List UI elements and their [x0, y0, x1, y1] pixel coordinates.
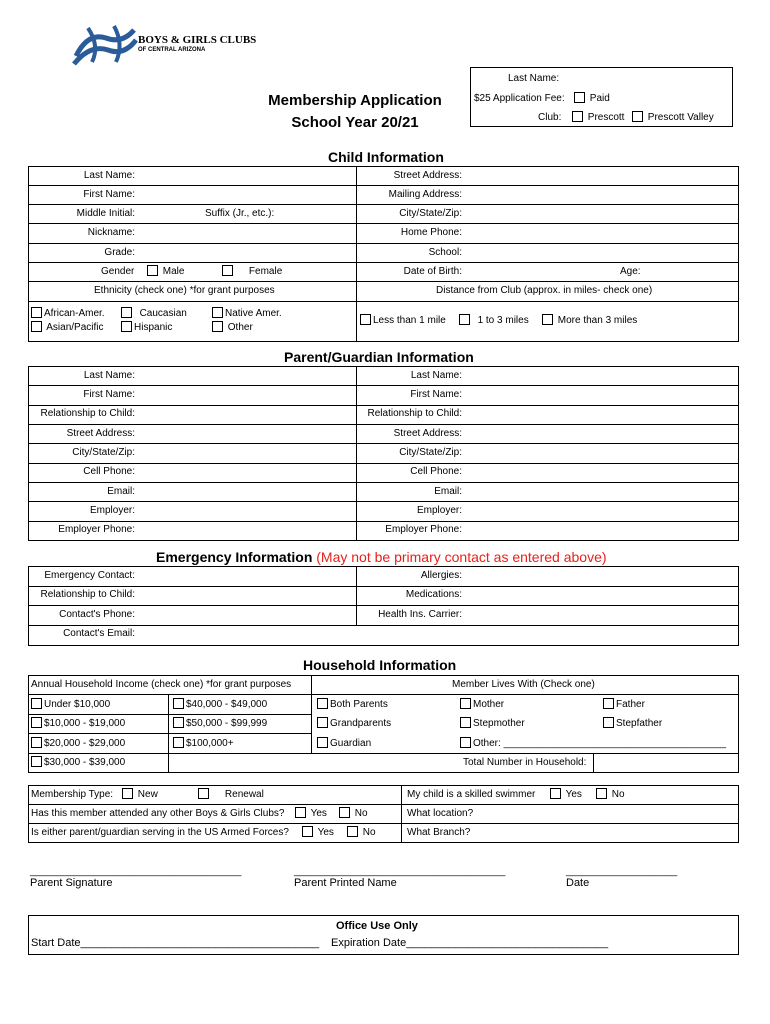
child-suffix-label: Suffix (Jr., etc.):	[205, 208, 275, 219]
parent1-last-name-label: Last Name:	[83, 370, 135, 381]
membership-new[interactable]: New	[122, 788, 158, 800]
female-label: Female	[248, 266, 283, 277]
parent2-relationship-label: Relationship to Child:	[367, 408, 462, 419]
ethnicity-hispanic[interactable]: Hispanic	[121, 321, 172, 333]
lives-guardian[interactable]: Guardian	[317, 737, 371, 749]
income-40-49k-checkbox[interactable]	[173, 698, 184, 709]
parent2-cell-label: Cell Phone:	[410, 466, 462, 477]
club-label: Club:	[538, 112, 562, 123]
female-checkbox[interactable]	[222, 265, 233, 276]
grandparents-checkbox[interactable]	[317, 717, 328, 728]
male-checkbox[interactable]	[147, 265, 158, 276]
parent-signature-line[interactable]: ______________________________________	[30, 866, 242, 877]
armed-no[interactable]: No	[347, 826, 376, 838]
attended-no-checkbox[interactable]	[339, 807, 350, 818]
more-than-3-miles-checkbox[interactable]	[542, 314, 553, 325]
total-household-label: Total Number in Household:	[463, 757, 587, 768]
child-first-name-label: First Name:	[83, 189, 135, 200]
lives-grandparents[interactable]: Grandparents	[317, 717, 391, 729]
ethnicity-caucasian[interactable]: Caucasian	[121, 307, 187, 319]
income-100k-plus-checkbox[interactable]	[173, 737, 184, 748]
less-than-1-mile-checkbox[interactable]	[360, 314, 371, 325]
form-title	[250, 90, 460, 134]
parent1-relationship-label: Relationship to Child:	[40, 408, 135, 419]
swimmer-question: My child is a skilled swimmer	[407, 789, 536, 800]
income-30-39k-checkbox[interactable]	[31, 756, 42, 767]
male-option[interactable]	[147, 265, 184, 277]
swimmer-no[interactable]: No	[596, 788, 625, 800]
office-use-heading: Office Use Only	[336, 920, 418, 932]
child-street-address-label: Street Address:	[393, 170, 462, 181]
attended-no[interactable]: No	[339, 807, 368, 819]
prescott-checkbox[interactable]	[572, 111, 583, 122]
title-line1: Membership Application	[268, 92, 442, 109]
prescott-valley-checkbox[interactable]	[632, 111, 643, 122]
renewal-checkbox[interactable]	[198, 788, 209, 799]
logo-line1: BOYS & GIRLS CLUBS	[138, 34, 257, 46]
ethnicity-label: Ethnicity (check one) *for grant purposes	[94, 285, 275, 296]
child-home-phone-label: Home Phone:	[400, 227, 462, 238]
health-carrier-label: Health Ins. Carrier:	[378, 609, 462, 620]
armed-forces-question: Is either parent/guardian serving in the US Armed Forces?	[31, 827, 289, 838]
income-10-19k[interactable]: $10,000 - $19,000	[31, 717, 125, 729]
fee-label: $25 Application Fee:	[474, 93, 565, 104]
parent2-employer-phone-label: Employer Phone:	[385, 524, 462, 535]
gender-label: Gender	[101, 266, 135, 277]
parent1-employer-label: Employer:	[89, 505, 135, 516]
medications-label: Medications:	[405, 589, 462, 600]
parent2-employer-label: Employer:	[416, 505, 462, 516]
parent2-street-label: Street Address:	[393, 428, 462, 439]
income-100k-plus[interactable]: $100,000+	[173, 737, 234, 749]
income-40-49k[interactable]: $40,000 - $49,000	[173, 698, 267, 710]
attended-yes[interactable]: Yes	[295, 807, 327, 819]
paid-checkbox[interactable]	[574, 92, 585, 103]
mother-checkbox[interactable]	[460, 698, 471, 709]
new-checkbox[interactable]	[122, 788, 133, 799]
parent1-cell-label: Cell Phone:	[83, 466, 135, 477]
female-option[interactable]	[222, 265, 282, 277]
emergency-heading-note: (May not be primary contact as entered above)	[316, 549, 607, 565]
distance-less-than-1[interactable]: Less than 1 mile	[360, 314, 446, 326]
parent-info-heading: Parent/Guardian Information	[284, 349, 474, 365]
title-line2: School Year 20/21	[291, 114, 419, 131]
income-10-19k-checkbox[interactable]	[31, 717, 42, 728]
parent-printed-name-line[interactable]: ______________________________________	[294, 866, 506, 877]
parent1-city-label: City/State/Zip:	[72, 447, 135, 458]
hispanic-checkbox[interactable]	[121, 321, 132, 332]
income-50-99k-checkbox[interactable]	[173, 717, 184, 728]
parent2-email-label: Email:	[434, 486, 462, 497]
lives-father[interactable]: Father	[603, 698, 645, 710]
child-school-label: School:	[428, 247, 462, 258]
swimmer-yes[interactable]: Yes	[550, 788, 582, 800]
lives-stepmother[interactable]: Stepmother	[460, 717, 525, 729]
income-under-10k-checkbox[interactable]	[31, 698, 42, 709]
stepfather-checkbox[interactable]	[603, 717, 614, 728]
income-20-29k[interactable]: $20,000 - $29,000	[31, 737, 125, 749]
caucasian-checkbox[interactable]	[121, 307, 132, 318]
child-grade-label: Grade:	[104, 247, 135, 258]
child-divider	[356, 166, 357, 342]
armed-yes-checkbox[interactable]	[302, 826, 313, 837]
income-30-39k[interactable]: $30,000 - $39,000	[31, 756, 125, 768]
child-mailing-address-label: Mailing Address:	[388, 189, 462, 200]
household-heading: Household Information	[303, 657, 457, 673]
parent2-last-name-label: Last Name:	[410, 370, 462, 381]
parent1-employer-phone-label: Employer Phone:	[58, 524, 135, 535]
lives-with-header: Member Lives With (Check one)	[452, 679, 595, 690]
membership-renewal[interactable]: Renewal	[198, 788, 264, 800]
father-checkbox[interactable]	[603, 698, 614, 709]
parent1-street-label: Street Address:	[66, 428, 135, 439]
african-american-checkbox[interactable]	[31, 307, 42, 318]
start-date-field[interactable]: Start Date_______________________________________	[31, 937, 320, 949]
prescott-valley-option[interactable]	[632, 111, 714, 123]
lives-mother[interactable]: Mother	[460, 698, 504, 710]
armed-no-checkbox[interactable]	[347, 826, 358, 837]
lives-other[interactable]: Other: ________________________________________	[460, 737, 726, 749]
date-label: Date	[566, 877, 590, 889]
child-city-state-zip-label: City/State/Zip:	[399, 208, 462, 219]
distance-more-than-3[interactable]: More than 3 miles	[542, 314, 637, 326]
membership-type-label: Membership Type:	[31, 789, 114, 800]
child-dob-label: Date of Birth:	[403, 266, 462, 277]
prescott-option[interactable]	[572, 111, 624, 123]
emergency-phone-label: Contact's Phone:	[59, 609, 135, 620]
emergency-relationship-label: Relationship to Child:	[40, 589, 135, 600]
ethnicity-other[interactable]: Other	[212, 321, 253, 333]
other-living-checkbox[interactable]	[460, 737, 471, 748]
guardian-checkbox[interactable]	[317, 737, 328, 748]
ethnicity-native-american[interactable]: Native Amer.	[212, 307, 282, 319]
attended-yes-checkbox[interactable]	[295, 807, 306, 818]
paid-option[interactable]	[574, 92, 610, 104]
parent-printed-name-label: Parent Printed Name	[294, 877, 397, 889]
emergency-contact-label: Emergency Contact:	[44, 570, 135, 581]
emergency-heading-title: Emergency Information	[156, 549, 313, 565]
branch-question: What Branch?	[407, 827, 471, 838]
emergency-heading	[156, 549, 607, 565]
income-20-29k-checkbox[interactable]	[31, 737, 42, 748]
top-last-name-label: Last Name:	[508, 73, 560, 84]
logo	[70, 22, 260, 66]
income-under-10k[interactable]: Under $10,000	[31, 698, 110, 710]
swimmer-no-checkbox[interactable]	[596, 788, 607, 799]
ethnicity-asian-pacific[interactable]: Asian/Pacific	[31, 321, 103, 333]
child-middle-initial-label: Middle Initial:	[76, 208, 135, 219]
parent1-email-label: Email:	[107, 486, 135, 497]
child-last-name-label: Last Name:	[83, 170, 135, 181]
lives-both-parents[interactable]: Both Parents	[317, 698, 388, 710]
parent2-first-name-label: First Name:	[410, 389, 462, 400]
asian-pacific-checkbox[interactable]	[31, 321, 42, 332]
other-ethnicity-checkbox[interactable]	[212, 321, 223, 332]
expiration-date-field[interactable]: Expiration Date_________________________________	[331, 937, 609, 949]
parent-signature-label: Parent Signature	[30, 877, 113, 889]
distance-label: Distance from Club (approx. in miles- check one)	[436, 285, 653, 296]
income-header: Annual Household Income (check one) *for grant purposes	[31, 679, 292, 690]
ethnicity-african-american[interactable]: African-Amer.	[31, 307, 105, 319]
child-age-label: Age:	[620, 266, 641, 277]
male-label: Male	[162, 266, 185, 277]
date-line[interactable]: ____________________	[566, 866, 678, 877]
prescott-label: Prescott	[587, 112, 625, 123]
child-nickname-label: Nickname:	[87, 227, 135, 238]
parent1-first-name-label: First Name:	[83, 389, 135, 400]
paid-label: Paid	[589, 93, 610, 104]
distance-1-to-3[interactable]: 1 to 3 miles	[459, 314, 529, 326]
native-american-checkbox[interactable]	[212, 307, 223, 318]
boys-girls-club-logo-icon	[70, 22, 140, 66]
attended-question: Has this member attended any other Boys & Girls Clubs?	[31, 808, 285, 819]
allergies-label: Allergies:	[420, 570, 462, 581]
income-50-99k[interactable]: $50,000 - $99,999	[173, 717, 267, 729]
armed-yes[interactable]: Yes	[302, 826, 334, 838]
stepmother-checkbox[interactable]	[460, 717, 471, 728]
emergency-email-label: Contact's Email:	[63, 628, 135, 639]
child-info-heading: Child Information	[328, 149, 444, 165]
parent2-city-label: City/State/Zip:	[399, 447, 462, 458]
both-parents-checkbox[interactable]	[317, 698, 328, 709]
logo-line2: OF CENTRAL ARIZONA	[138, 47, 206, 53]
lives-stepfather[interactable]: Stepfather	[603, 717, 662, 729]
one-to-three-miles-checkbox[interactable]	[459, 314, 470, 325]
prescott-valley-label: Prescott Valley	[647, 112, 714, 123]
swimmer-yes-checkbox[interactable]	[550, 788, 561, 799]
location-question: What location?	[407, 808, 474, 819]
